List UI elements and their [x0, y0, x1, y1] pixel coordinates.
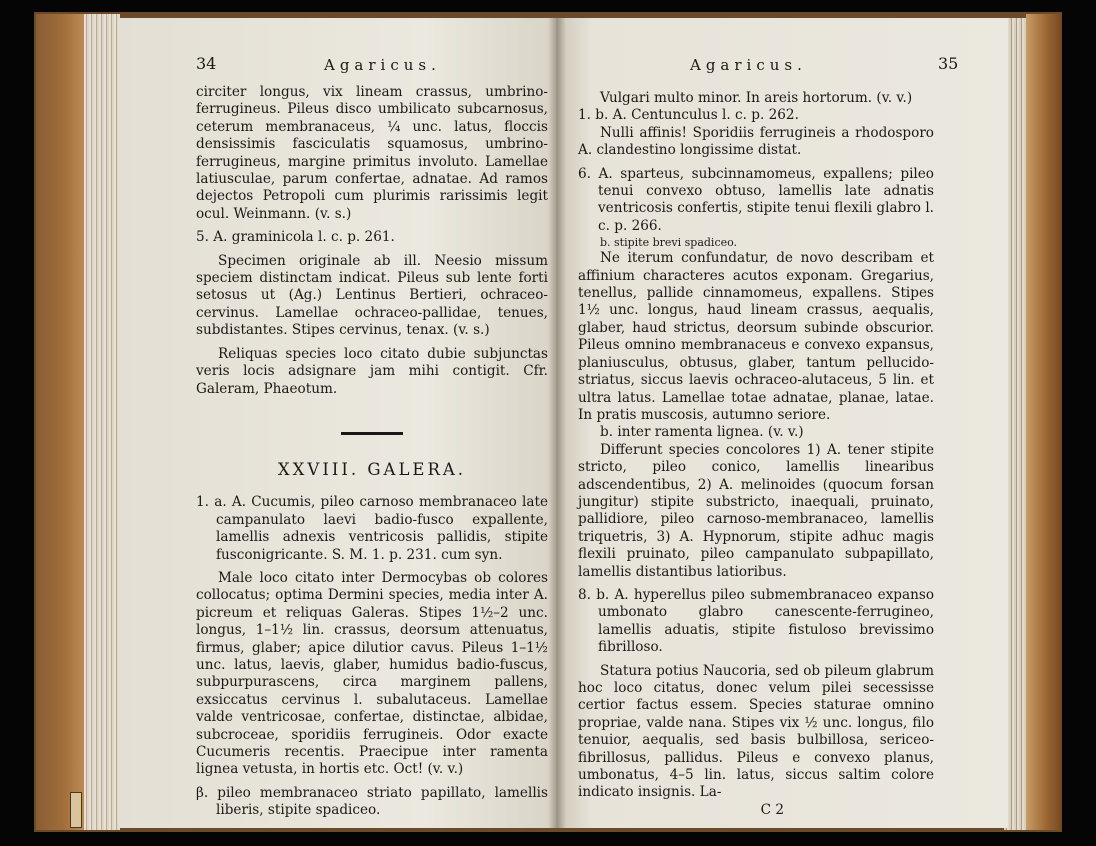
- left-page: [118, 18, 558, 828]
- page-number: 34: [196, 54, 217, 73]
- paragraph: Vulgari multo minor. In areis hortorum. (v. v.): [600, 90, 913, 106]
- paragraph: Reliquas species loco citato dubie subjunctas veris locis adsignare jam mihi contigit. Cfr. Galeram, Phaeotum.: [196, 345, 548, 397]
- right-page: [556, 18, 1008, 828]
- section-divider: [341, 432, 403, 435]
- page-number: 35: [938, 54, 959, 73]
- right-text-column: [578, 90, 934, 819]
- paragraph: Differunt species concolores 1) A. tener stipite stricto, pileo conico, lamellis linearibus adscendentibus, 2) A. melinoides (quocum forsan jungitur) stipite substricto, inaequali, pruinato, pallidiore, pileo carnoso-membranaceo, lamellis triquetris, 3) A. Hypnorum, stipite adhuc magis flexili pruinato, pileo campanulato subpapillato, lamellis distantibus latioribus.: [578, 441, 934, 580]
- paragraph: Male loco citato inter Dermocybas ob colores collocatus; optima Dermini species, media inter A. picreum et reliquas Galeras. Stipes 1½–2 unc. longus, 1–1½ lin. crassus, deorsum attenuatus, firmus, glaber; apice dilutior cavus. Pileus 1–1½ unc. latus, laevis, glaber, humidus badio-fuscus, subpurpurascens, circa marginem pallens, exsiccatus cervinus l. subalutaceus. Lamellae valde ventricosae, confertae, distinctae, albidae, subcroceae, sporidiis ferrugineis. Odor exacte Cucumeris recentis. Praecipue inter ramenta lignea vetusta, in hortis etc. Oct! (v. v.): [196, 569, 548, 778]
- left-text-column: [196, 84, 548, 820]
- variety-entry: b. stipite brevi spadiceo.: [600, 236, 738, 250]
- species-entry: 8. b. A. hyperellus pileo submembranaceo expanso umbonato glabro canescente-ferrugineo, lamellis aduatis, stipite fistuloso brevissimo fibrilloso.: [578, 586, 934, 656]
- paragraph: Statura potius Naucoria, sed ob pileum glabrum hoc loco citatus, donec velum pilei secessisse certior factus essem. Species staturae omnino propriae, valde nana. Stipes vix ½ unc. longus, filo tenuior, aequalis, sed basis bulbillosa, sericeo-fibrillosus, pallidus. Pileus e convexo planus, umbonatus, 4–5 lin. latus, siccus saltim colore indicato insignis. La-: [578, 662, 934, 801]
- book-binding-right: [1026, 14, 1060, 830]
- bookmark-tab: [70, 792, 82, 828]
- paragraph: circiter longus, vix lineam crassus, umbrino-ferrugineus. Pileus disco umbilicato subcarnosus, ceterum membranaceus, ¼ unc. latus, floccis densissimis fasciculatis squamosus, umbrino-ferrugineus, margine primitus involuto. Lamellae latiusculae, parum confertae, adnatae. Ad ramos dejectos Petropoli cum plurimis rarissimis legit ocul. Weinmann. (v. s.): [196, 84, 548, 222]
- species-entry: 1. a. A. Cucumis, pileo carnoso membranaceo late campanulato laevi badio-fusco expallente, lamellis adnexis ventricosis pallidis, stipite fusconigricante. S. M. 1. p. 231. cum syn.: [196, 494, 548, 563]
- variety-entry: b. inter ramenta lignea. (v. v.): [600, 424, 804, 441]
- paragraph: Nulli affinis! Sporidiis ferrugineis a rhodosporo A. clandestino longissime distat.: [578, 124, 934, 159]
- species-entry: 5. A. graminicola l. c. p. 261.: [196, 229, 395, 246]
- species-entry: 6. A. sparteus, subcinnamomeus, expallens; pileo tenui convexo obtuso, lamellis late adnatis ventricosis confertis, stipite tenui flexili glabro l. c. p. 266.: [578, 165, 934, 234]
- book-gutter: [548, 18, 566, 828]
- page-edges-left: [84, 14, 120, 830]
- running-head: Agaricus.: [690, 56, 807, 74]
- paragraph: Ne iterum confundatur, de novo describam et affinium characteres acutos exponam. Gregarius, tenellus, pallide cinnamomeus, expallens. Stipes 1½ unc. longus, haud lineam crassus, aequalis, glaber, haud strictus, deorsum subinde obscurior. Pileus omnino membranaceus e convexo expansus, planiusculus, obtusus, glaber, tantum pellucido-striatus, siccus laevis ochraceo-alutaceus, 5 lin. et ultra latus. Lamellae totae adnatae, planae, latae. In pratis muscosis, autumno seriore.: [578, 250, 934, 423]
- variety-entry: β. pileo membranaceo striato papillato, lamellis liberis, stipite spadiceo.: [196, 784, 548, 819]
- paragraph: Specimen originale ab ill. Neesio missum speciem distinctam indicat. Pileus sub lente forti setosus ut (Ag.) Lentinus Bertieri, ochraceo-cervinus. Lamellae ochraceo-pallidae, tenues, subdistantes. Stipes cervinus, tenax. (v. s.): [196, 252, 548, 339]
- running-head: Agaricus.: [324, 56, 441, 74]
- section-heading: XXVIII. GALERA.: [277, 459, 467, 479]
- species-entry: 1. b. A. Centunculus l. c. p. 262.: [578, 107, 799, 124]
- signature-mark: C 2: [760, 801, 784, 818]
